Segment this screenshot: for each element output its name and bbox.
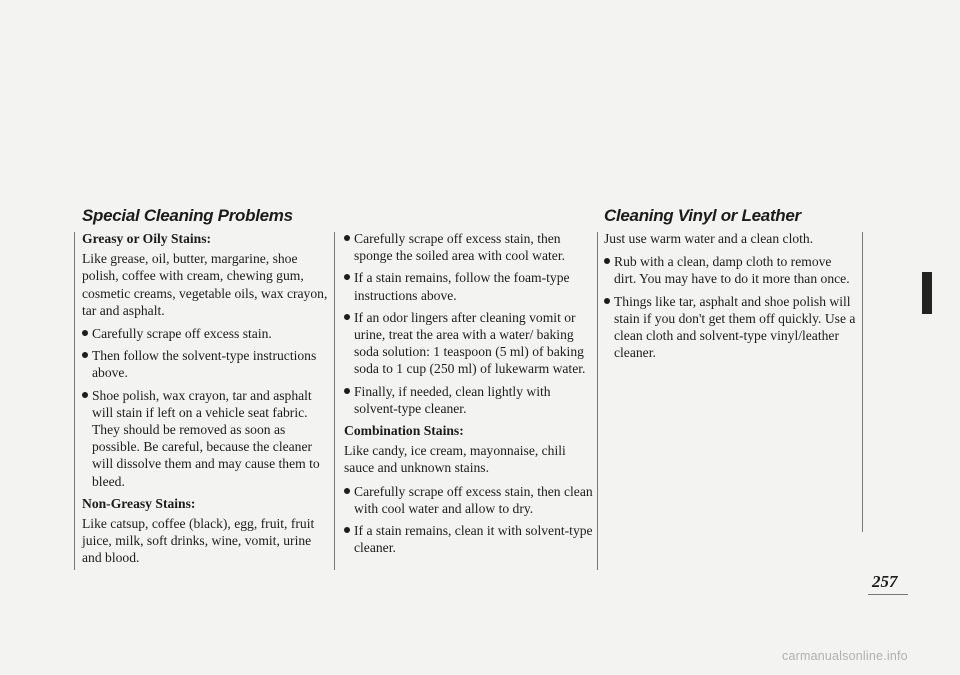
list-item: If a stain remains, clean it with solvent-type cleaner.	[344, 522, 594, 556]
column-2	[344, 230, 594, 561]
column-1	[82, 230, 330, 573]
list-item: Carefully scrape off excess stain, then clean with cool water and allow to dry.	[344, 483, 594, 517]
column-rule-left	[74, 232, 75, 570]
watermark-text: carmanualsonline.info	[782, 649, 908, 663]
bullet-icon	[82, 392, 88, 398]
bullet-icon	[344, 388, 350, 394]
list-item: Things like tar, asphalt and shoe polish will stain if you don't get them off quickly. Use a clean cloth and solvent-type vinyl/leather cleaner.	[604, 293, 856, 362]
bullet-icon	[604, 298, 610, 304]
section-tab-marker	[922, 272, 932, 314]
bullet-icon	[82, 330, 88, 336]
vinyl-leather-list	[604, 253, 856, 361]
bullet-icon	[604, 258, 610, 264]
page-number-underline	[868, 594, 908, 595]
vinyl-leather-intro: Just use warm water and a clean cloth.	[604, 231, 814, 246]
greasy-stains-intro: Like grease, oil, butter, margarine, shoe polish, coffee with cream, chewing gum, cosmetic creams, vegetable oils, wax crayon, tar and asphalt.	[82, 251, 328, 318]
list-item: Rub with a clean, damp cloth to remove dirt. You may have to do it more than once.	[604, 253, 856, 287]
list-item: Finally, if needed, clean lightly with solvent-type cleaner.	[344, 383, 594, 417]
combination-stains-list	[344, 483, 594, 557]
section-title-special-cleaning: Special Cleaning Problems	[82, 206, 293, 225]
non-greasy-stains-list	[344, 230, 594, 417]
non-greasy-stains-intro: Like catsup, coffee (black), egg, fruit, fruit juice, milk, soft drinks, wine, vomit, urine and blood.	[82, 516, 315, 566]
bullet-icon	[344, 274, 350, 280]
column-rule-middle	[334, 232, 335, 570]
non-greasy-stains-heading: Non-Greasy Stains:	[82, 495, 196, 511]
list-item: If an odor lingers after cleaning vomit or urine, treat the area with a water/ baking soda solution: 1 teaspoon (5 ml) of baking soda to 1 cup (250 ml) of lukewarm water.	[344, 309, 594, 378]
column-rule-right	[597, 232, 598, 570]
combination-stains-intro: Like candy, ice cream, mayonnaise, chili sauce and unknown stains.	[344, 443, 566, 476]
column-rule-edge	[862, 232, 863, 532]
bullet-icon	[344, 314, 350, 320]
column-3	[604, 230, 856, 366]
greasy-stains-heading: Greasy or Oily Stains:	[82, 231, 212, 246]
list-item: Shoe polish, wax crayon, tar and asphalt will stain if left on a vehicle seat fabric. They should be removed as soon as possible. Be careful, because the cleaner will dissolve them and may cause them to bleed.	[82, 387, 330, 490]
list-item: If a stain remains, follow the foam-type instructions above.	[344, 269, 594, 303]
bullet-icon	[344, 235, 350, 241]
combination-stains-heading: Combination Stains:	[344, 423, 464, 439]
greasy-stains-list	[82, 325, 330, 490]
page-number: 257	[872, 572, 898, 591]
section-title-vinyl-leather: Cleaning Vinyl or Leather	[604, 206, 801, 225]
bullet-icon	[82, 352, 88, 358]
list-item: Carefully scrape off excess stain.	[82, 325, 330, 342]
bullet-icon	[344, 488, 350, 494]
list-item: Then follow the solvent-type instructions above.	[82, 347, 330, 381]
bullet-icon	[344, 527, 350, 533]
list-item: Carefully scrape off excess stain, then sponge the soiled area with cool water.	[344, 230, 594, 264]
